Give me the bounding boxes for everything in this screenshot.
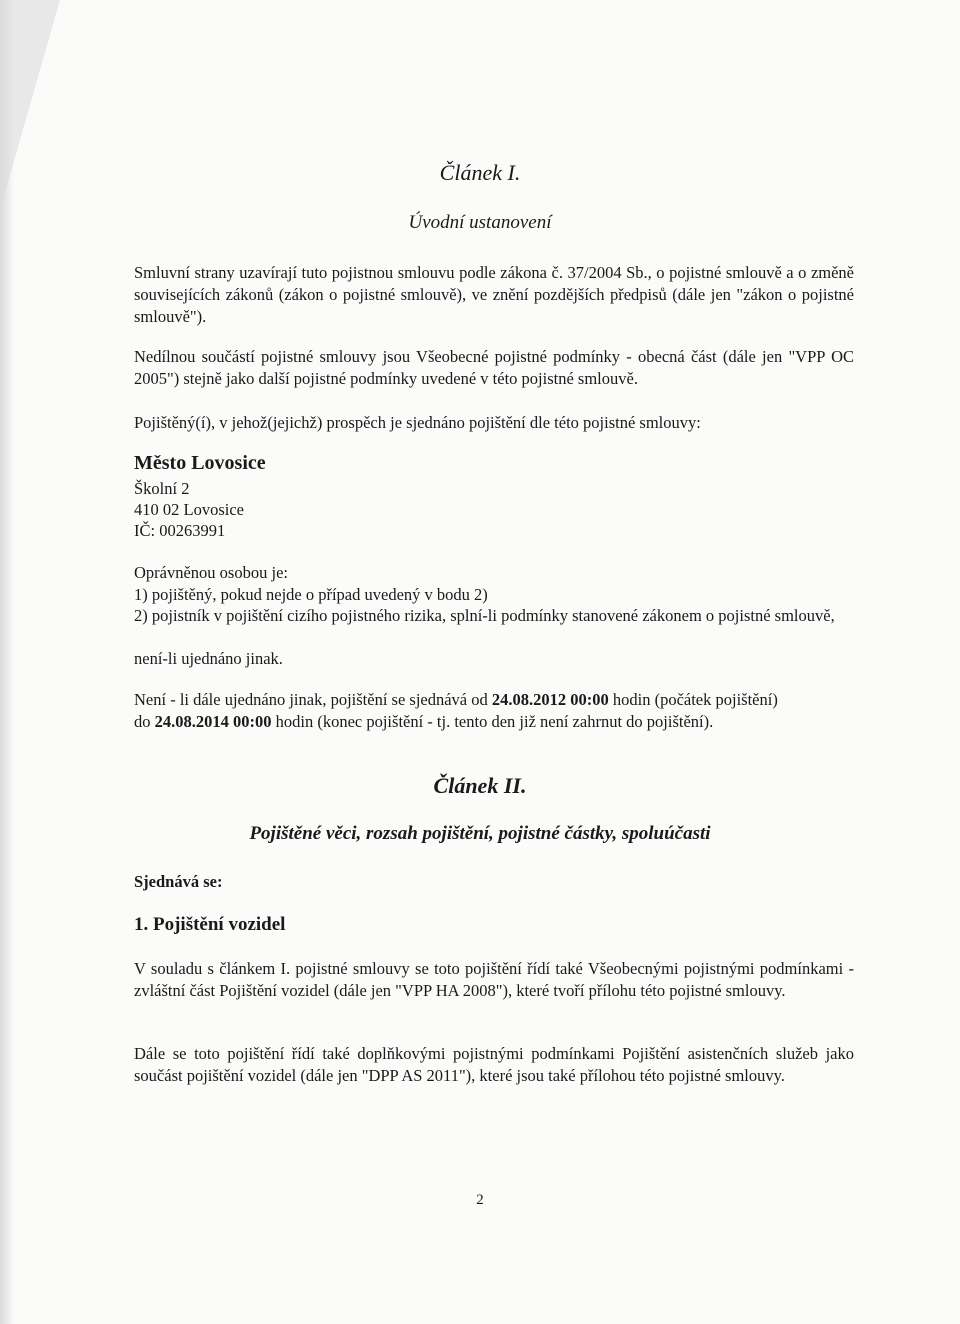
authorized-line-2: 2) pojistník v pojištění cizího pojistného rizika, splní-li podmínky stanovené zákonem o pojistné smlouvě, xyxy=(134,606,835,625)
article-1-subheading: Úvodní ustanovení xyxy=(408,212,552,233)
article-1-heading: Článek I. xyxy=(439,160,521,185)
article-2-paragraph-1: V souladu s článkem I. pojistné smlouvy se toto pojištění řídí také Všeobecnými pojistnými podmínkami - zvláštní část Pojištění vozidel (dále jen "VPP HA 2008"), které tvoří přílohu této pojistné smlouvy. xyxy=(134,959,854,1000)
authorized-line-3: není-li ujednáno jinak. xyxy=(134,649,283,668)
article-2-subheading: Pojištěné věci, rozsah pojištění, pojistné částky, spoluúčasti xyxy=(249,823,711,844)
period-end-time: 00:00 xyxy=(233,712,272,731)
insured-intro: Pojištěný(í), v jehož(jejichž) prospěch je sjednáno pojištění dle této pojistné smlouvy: xyxy=(134,413,701,432)
period-text-after-end: hodin (konec pojištění - tj. tento den již není zahrnut do pojištění). xyxy=(271,712,714,731)
period-start-date: 24.08.2012 xyxy=(491,690,567,709)
negotiated-label: Sjednává se: xyxy=(134,872,223,891)
insured-name: Město Lovosice xyxy=(134,452,266,474)
period-line-1 xyxy=(134,689,854,710)
article-2-heading: Článek II. xyxy=(433,773,527,798)
period-start-time: 00:00 xyxy=(570,690,609,709)
insured-city: 410 02 Lovosice xyxy=(134,500,244,519)
authorized-line-1: 1) pojištěný, pokud nejde o případ uvedený v bodu 2) xyxy=(134,585,488,604)
period-text-after-start: hodin (počátek pojištění) xyxy=(608,690,778,709)
page-number: 2 xyxy=(476,1192,484,1208)
section-1-title: 1. Pojištění vozidel xyxy=(134,914,286,935)
period-end-date: 24.08.2014 xyxy=(154,712,229,731)
period-text-before-start: Není - li dále ujednáno jinak, pojištění se sjednává od xyxy=(134,690,492,709)
insured-street: Školní 2 xyxy=(134,479,190,498)
period-line-2 xyxy=(134,711,854,732)
vpp-paragraph: Nedílnou součástí pojistné smlouvy jsou Všeobecné pojistné podmínky - obecná část (dále jen "VPP OC 2005") stejně jako další pojistné podmínky uvedené v této pojistné smlouvě. xyxy=(134,347,854,388)
article-2-paragraph-2: Dále se toto pojištění řídí také doplňkovými pojistnými podmínkami Pojištění asistenčních služeb jako součást pojištění vozidel (dále jen "DPP AS 2011"), které jsou také přílohou této pojistné smlouvy. xyxy=(134,1044,854,1085)
period-text-before-end: do xyxy=(134,712,155,731)
intro-paragraph: Smluvní strany uzavírají tuto pojistnou smlouvu podle zákona č. 37/2004 Sb., o pojistné smlouvě a o změně souvisejících zákonů (zákon o pojistné smlouvě), ve znění pozdějších předpisů (dále jen "zákon o pojistné smlouvě"). xyxy=(134,263,854,326)
insured-ic: IČ: 00263991 xyxy=(134,521,226,540)
authorized-heading: Oprávněnou osobou je: xyxy=(134,563,288,582)
